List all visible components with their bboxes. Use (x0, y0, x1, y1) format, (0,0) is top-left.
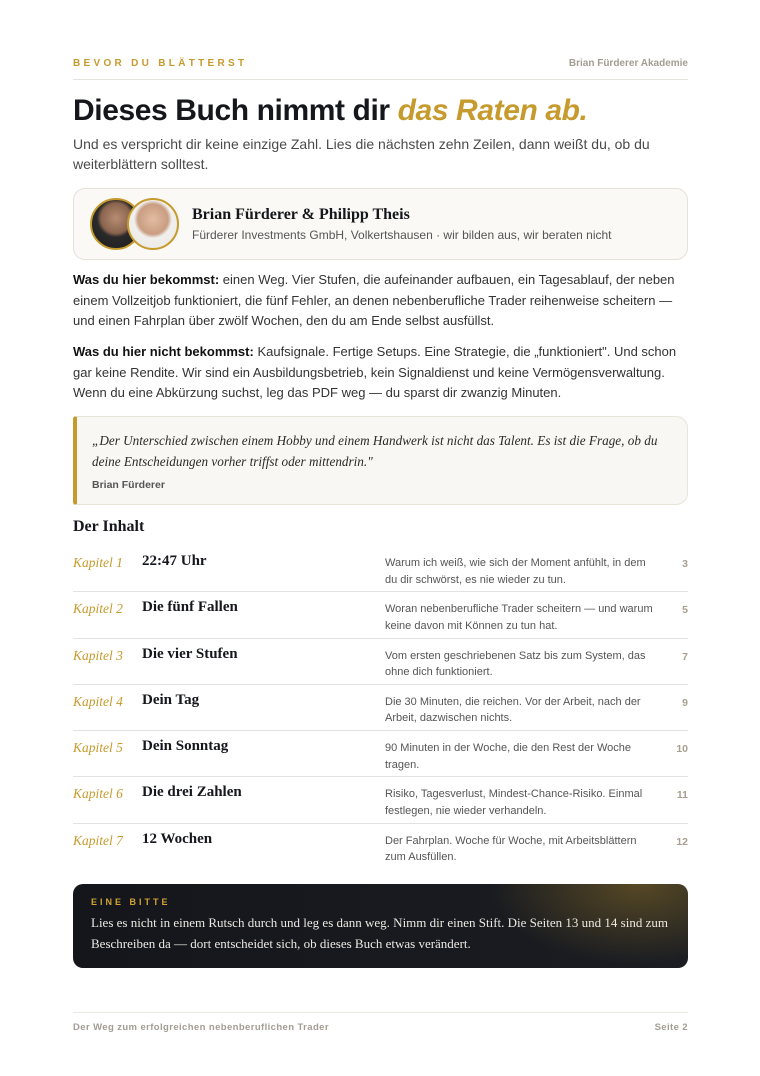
chapter-title: Dein Tag (142, 691, 200, 708)
author-names: Brian Fürderer & Philipp Theis (192, 206, 410, 223)
toc-row[interactable] (73, 685, 688, 731)
chapter-page: 11 (676, 789, 688, 802)
chapter-label: Kapitel 4 (73, 693, 123, 709)
chapter-page: 10 (676, 743, 688, 756)
title-main: Dieses Buch nimmt dir (73, 94, 398, 127)
document-page (73, 0, 688, 1076)
chapter-label: Kapitel 1 (73, 555, 123, 570)
page-number: Seite 2 (654, 1022, 688, 1033)
paragraph-notget-text: Kaufsignale. Fertige Setups. Eine Strategie, die „funktioniert". Und schon gar keine Rendite. Wir sind ein Ausbildungsbetrieb, kein Signaldienst und keine Vermögensverwaltung. Wenn du eine Abkürzung suchst, leg das PDF weg — du sparst dir zwanzig Minuten. (73, 344, 677, 401)
request-text: Lies es nicht in einem Rutsch durch und leg es dann weg. Nimm dir einen Stift. Die Seiten 13 und 14 sind zum Beschreiben da — dort entscheidet sich, ob dieses Buch etwas verändert. (91, 915, 668, 951)
page-title (73, 94, 587, 128)
chapter-description: Der Fahrplan. Woche für Woche, mit Arbeitsblättern zum Ausfüllen. (385, 834, 637, 864)
paragraph-get (73, 270, 688, 332)
chapter-description: Warum ich weiß, wie sich der Moment anfühlt, in dem du dir schwörst, es nie wieder zu tun. (385, 557, 646, 586)
chapter-description: Woran nebenberufliche Trader scheitern — und warum keine davon mit Können zu tun hat. (385, 603, 653, 632)
chapter-page: 5 (682, 604, 688, 617)
page-header (73, 56, 688, 80)
request-box (73, 884, 688, 968)
toc-row[interactable] (73, 731, 688, 777)
title-accent: das Raten ab. (397, 94, 588, 127)
chapter-page: 3 (682, 558, 688, 570)
chapter-title: Dein Sonntag (142, 738, 229, 755)
paragraph-notget (73, 342, 688, 404)
footer-title: Der Weg zum erfolgreichen nebenberuflichen Trader (73, 1022, 329, 1033)
page-footer (73, 1012, 688, 1042)
toc-row[interactable] (73, 639, 688, 685)
toc-title: Der Inhalt (73, 518, 145, 535)
chapter-label: Kapitel 3 (73, 647, 123, 663)
toc-row[interactable] (73, 824, 688, 870)
quote-block (73, 416, 688, 505)
chapter-description: Risiko, Tagesverlust, Mindest-Chance-Risiko. Einmal festlegen, nie wieder verhandeln. (385, 788, 643, 817)
chapter-label: Kapitel 7 (73, 832, 123, 848)
toc-row[interactable] (73, 592, 688, 638)
paragraph-notget-label: Was du hier nicht bekommst: (73, 344, 254, 359)
chapter-label: Kapitel 6 (73, 786, 123, 802)
chapter-page: 12 (676, 835, 688, 848)
chapter-title: 22:47 Uhr (142, 553, 207, 569)
chapter-description: Vom ersten geschriebenen Satz bis zum System, das ohne dich funktioniert. (385, 649, 646, 679)
request-label: EINE BITTE (91, 897, 171, 907)
chapter-page: 7 (682, 650, 688, 663)
chapter-label: Kapitel 2 (73, 601, 123, 617)
author-card (73, 188, 688, 260)
table-of-contents (73, 546, 688, 870)
chapter-description: Die 30 Minuten, die reichen. Vor der Arbeit, nach der Arbeit, dazwischen nichts. (385, 695, 641, 725)
chapter-title: Die drei Zahlen (142, 784, 242, 801)
chapter-description: 90 Minuten in der Woche, die den Rest der Woche tragen. (385, 742, 632, 771)
avatar (127, 198, 179, 250)
quote-text: „Der Unterschied zwischen einem Hobby und einem Handwerk ist nicht das Talent. Es ist die Frage, ob du deine Entscheidungen vorher triffst oder mittendrin." (92, 433, 658, 469)
chapter-page: 9 (682, 696, 688, 709)
paragraph-get-text: einen Weg. Vier Stufen, die aufeinander aufbauen, ein Tagesablauf, der neben einem Vollzeitjob funktioniert, die fünf Fehler, an denen nebenberufliche Trader reihenweise scheitern — und einen Fahrplan über zwölf Wochen, den du am Ende selbst ausfüllst. (73, 272, 675, 329)
header-eyebrow: BEVOR DU BLÄTTERST (73, 58, 248, 69)
paragraph-get-label: Was du hier bekommst: (73, 272, 220, 287)
lead-text: Und es verspricht dir keine einzige Zahl. Lies die nächsten zehn Zeilen, dann weißt du, ob du weiterblättern solltest. (73, 136, 650, 172)
chapter-label: Kapitel 5 (73, 740, 123, 756)
author-org: Fürderer Investments GmbH, Volkertshausen · wir bilden aus, wir beraten nicht (192, 228, 612, 242)
quote-author: Brian Fürderer (92, 479, 165, 491)
chapter-title: Die vier Stufen (142, 645, 238, 662)
chapter-title: 12 Wochen (142, 830, 213, 847)
header-brand: Brian Fürderer Akademie (568, 58, 688, 69)
chapter-title: Die fünf Fallen (142, 599, 238, 616)
toc-row[interactable] (73, 777, 688, 823)
toc-row[interactable] (73, 546, 688, 592)
